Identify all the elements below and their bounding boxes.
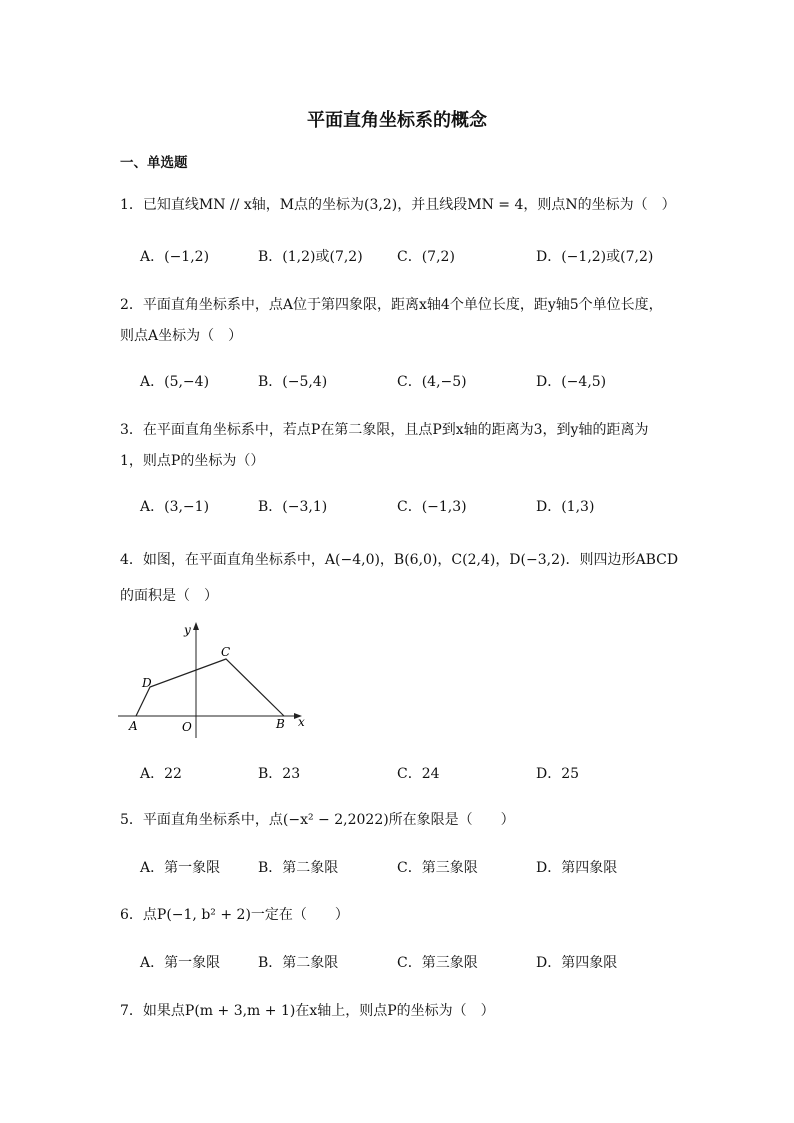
origin-label: O <box>182 720 192 734</box>
question-3-text-line-2: 1，则点P的坐标为（） <box>120 453 265 469</box>
point-d-label: D <box>142 676 152 690</box>
question-4-text-line-1: 4．如图，在平面直角坐标系中，A(−4,0)，B(6,0)，C(2,4)，D(−3,2)．则四边形ABCD <box>120 552 679 568</box>
section-heading: 一、单选题 <box>120 155 188 171</box>
point-c-label: C <box>221 645 231 659</box>
question-5-option-a[interactable]: A．第一象限 <box>140 860 221 876</box>
question-5-option-d[interactable]: D．第四象限 <box>536 860 618 876</box>
question-2-text-line-2: 则点A坐标为（ ） <box>120 328 243 344</box>
question-4-option-c[interactable]: C．24 <box>397 766 440 782</box>
question-6-option-b[interactable]: B．第二象限 <box>258 955 339 971</box>
question-1-text: 1．已知直线MN // x轴，M点的坐标为(3,2)，并且线段MN = 4，则点N的坐标为（ ） <box>120 197 676 213</box>
point-b-label: B <box>276 717 285 731</box>
question-4-text-line-2: 的面积是（ ） <box>120 588 218 604</box>
y-axis-label: y <box>184 623 191 637</box>
question-3-option-a[interactable]: A．(3,−1) <box>140 499 210 515</box>
question-6-option-c[interactable]: C．第三象限 <box>397 955 478 971</box>
y-axis-arrow <box>193 622 199 630</box>
question-6-text: 6．点P(−1, b² + 2)一定在（ ） <box>120 907 349 923</box>
question-2-text-line-1: 2．平面直角坐标系中，点A位于第四象限，距离x轴4个单位长度，距y轴5个单位长度， <box>120 297 663 313</box>
question-1-option-b[interactable]: B．(1,2)或(7,2) <box>258 249 363 265</box>
quadrilateral-abcd <box>136 659 284 716</box>
question-3-text-line-1: 3．在平面直角坐标系中，若点P在第二象限，且点P到x轴的距离为3，到y轴的距离为 <box>120 422 649 438</box>
question-2-option-b[interactable]: B．(−5,4) <box>258 374 328 390</box>
question-1-option-d[interactable]: D．(−1,2)或(7,2) <box>536 249 654 265</box>
question-4-option-a[interactable]: A．22 <box>140 766 182 782</box>
question-4-option-b[interactable]: B．23 <box>258 766 301 782</box>
question-4-option-d[interactable]: D．25 <box>536 766 580 782</box>
question-7-text: 7．如果点P(m + 3,m + 1)在x轴上，则点P的坐标为（ ） <box>120 1003 495 1019</box>
question-3-option-b[interactable]: B．(−3,1) <box>258 499 328 515</box>
question-2-option-a[interactable]: A．(5,−4) <box>140 374 210 390</box>
page-title: 平面直角坐标系的概念 <box>307 110 487 131</box>
question-3-option-c[interactable]: C．(−1,3) <box>397 499 467 515</box>
question-3-option-d[interactable]: D．(1,3) <box>536 499 595 515</box>
question-2-option-d[interactable]: D．(−4,5) <box>536 374 607 390</box>
question-1-option-c[interactable]: C．(7,2) <box>397 249 455 265</box>
question-5-option-c[interactable]: C．第三象限 <box>397 860 478 876</box>
quadrilateral-figure <box>118 620 318 740</box>
question-5-text: 5．平面直角坐标系中，点(−x² − 2,2022)所在象限是（ ） <box>120 812 515 828</box>
question-6-option-d[interactable]: D．第四象限 <box>536 955 618 971</box>
point-a-label: A <box>129 719 138 733</box>
question-2-option-c[interactable]: C．(4,−5) <box>397 374 467 390</box>
question-6-option-a[interactable]: A．第一象限 <box>140 955 221 971</box>
question-5-option-b[interactable]: B．第二象限 <box>258 860 339 876</box>
x-axis-label: x <box>298 715 305 729</box>
question-1-option-a[interactable]: A．(−1,2) <box>140 249 210 265</box>
